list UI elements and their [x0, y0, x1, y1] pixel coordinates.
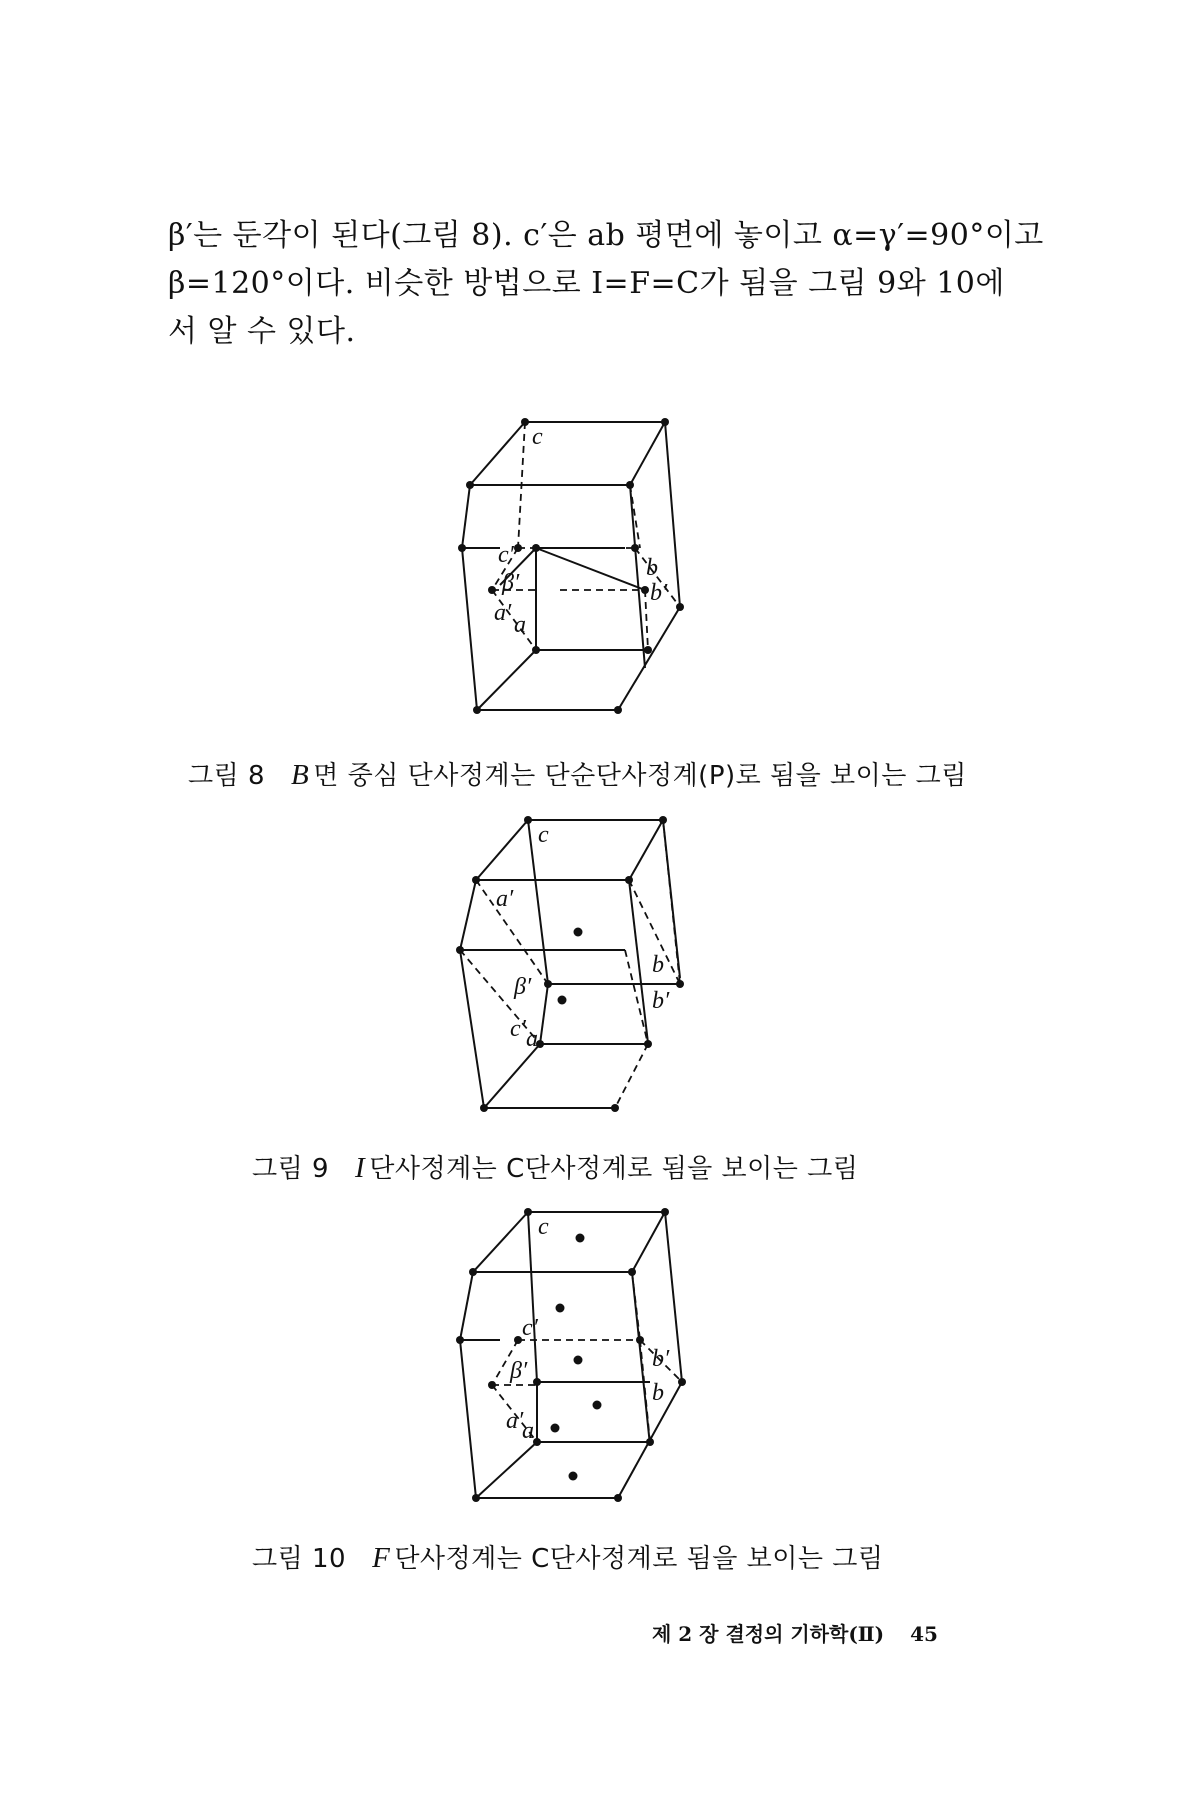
- figure-8-label-c-prime: c′: [498, 542, 514, 568]
- figure-10-diagram: [440, 1200, 720, 1510]
- figure-10-label-b-prime: b′: [652, 1346, 670, 1372]
- figure-8-caption: [188, 755, 967, 792]
- figure-9-label-beta-prime: β′: [514, 974, 532, 1000]
- figure-8-label-b: b: [646, 555, 658, 581]
- figure-8-label-b-prime: b′: [650, 580, 668, 606]
- figure-10-label-a: a: [522, 1418, 534, 1444]
- figure-10-label-c: c: [538, 1214, 549, 1240]
- chapter-title: 제 2 장 결정의 기하학(Ⅱ): [652, 1622, 885, 1646]
- figure-10-caption: [252, 1538, 884, 1575]
- figure-9-label-b-prime: b′: [652, 988, 670, 1014]
- page-number: 45: [910, 1622, 938, 1646]
- figure-9-label-a: a: [526, 1026, 538, 1052]
- figure-9-diagram: [440, 808, 720, 1123]
- figure-9-dashed-edges: [460, 820, 680, 1108]
- figure-10-number: 그림 10: [252, 1544, 347, 1574]
- figure-9-label-c-prime: c′: [510, 1016, 526, 1042]
- figure-8-diagram: [440, 410, 720, 720]
- figure-8-label-a: a: [514, 612, 526, 638]
- figure-10-label-a-prime: a′: [506, 1408, 524, 1434]
- figure-9-label-a-prime: a′: [496, 886, 514, 912]
- figure-9-caption: [252, 1148, 858, 1185]
- figure-9-lattice-points: [456, 816, 684, 1112]
- figure-8-symbol: B: [291, 759, 310, 791]
- figure-8-text: 면 중심 단사정계는 단순단사정계(P)로 됨을 보이는 그림: [313, 761, 967, 791]
- intro-line-1: β′는 둔각이 된다(그림 8). c′은 ab 평면에 놓이고 α=γ′=90°이고: [168, 218, 1044, 253]
- figure-9-cell-edges: [460, 820, 680, 1108]
- figure-9-text: 단사정계는 C단사정계로 됨을 보이는 그림: [369, 1154, 859, 1184]
- figure-10-cell-edges: [460, 1212, 682, 1498]
- figure-10-label-c-prime: c′: [522, 1315, 538, 1341]
- intro-paragraph: [168, 212, 1048, 356]
- figure-10-symbol: F: [372, 1542, 391, 1574]
- figure-9-label-c: c: [538, 822, 549, 848]
- figure-8-label-beta-prime: β′: [502, 570, 520, 596]
- figure-8-number: 그림 8: [188, 761, 266, 791]
- intro-line-2: β=120°이다. 비슷한 방법으로 I=F=C가 됨을 그림 9와 10에: [168, 266, 1005, 301]
- page-footer: [652, 1618, 938, 1647]
- figure-10-text: 단사정계는 C단사정계로 됨을 보이는 그림: [394, 1544, 884, 1574]
- figure-10-label-b: b: [652, 1380, 664, 1406]
- figure-9-number: 그림 9: [252, 1154, 330, 1184]
- intro-line-3: 서 알 수 있다.: [168, 314, 356, 349]
- figure-9-symbol: I: [355, 1152, 366, 1184]
- figure-8-label-a-prime: a′: [494, 600, 512, 626]
- figure-8-label-c: c: [532, 424, 543, 450]
- figure-9-label-b: b: [652, 952, 664, 978]
- figure-10-label-beta-prime: β′: [510, 1358, 528, 1384]
